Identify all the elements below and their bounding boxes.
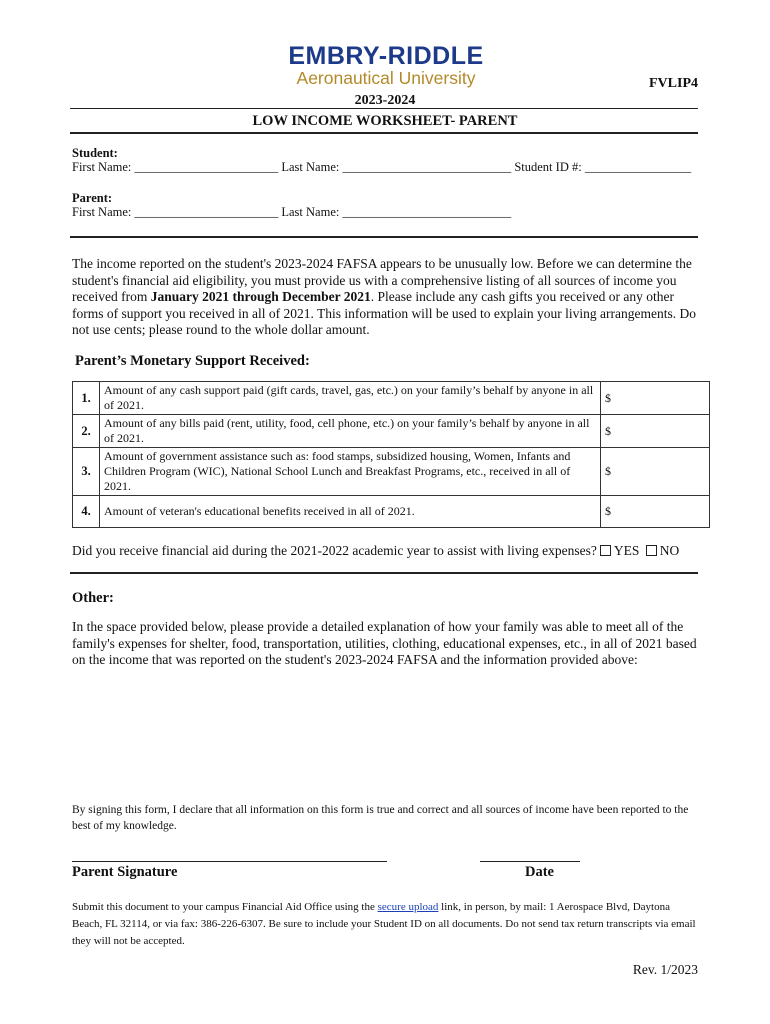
row-number: 3. xyxy=(73,448,100,496)
amount-field[interactable]: $ xyxy=(601,496,710,528)
logo-subtitle: Aeronautical University xyxy=(296,68,476,88)
row-description: Amount of any cash support paid (gift cards, travel, gas, etc.) on your family’s behalf by anyone in all of 2021. xyxy=(100,382,601,415)
no-checkbox[interactable] xyxy=(646,545,657,556)
header-rule xyxy=(70,108,698,109)
student-heading: Student: xyxy=(72,146,118,160)
table-row xyxy=(73,496,710,528)
parent-heading: Parent: xyxy=(72,191,113,205)
amount-field[interactable]: $ xyxy=(601,448,710,496)
title-rule xyxy=(70,132,698,134)
amount-field[interactable]: $ xyxy=(601,382,710,415)
aid-question: Did you receive financial aid during the 2021-2022 academic year to assist with living expenses? YES NO xyxy=(72,543,680,558)
amount-field[interactable]: $ xyxy=(601,415,710,448)
no-label: NO xyxy=(659,543,680,558)
table-row xyxy=(73,448,710,496)
row-description: Amount of government assistance such as: food stamps, subsidized housing, Women, Infants and Children Program (WIC), National School Lunch and Breakfast Programs, etc., received in all of 2021. xyxy=(100,448,601,496)
yes-label: YES xyxy=(613,543,640,558)
date-line[interactable] xyxy=(480,861,580,862)
secure-upload-link[interactable]: secure upload xyxy=(377,901,439,913)
support-heading: Parent’s Monetary Support Received: xyxy=(75,353,310,369)
logo-title: EMBRY-RIDDLE xyxy=(288,42,484,70)
row-number: 2. xyxy=(73,415,100,448)
award-year: 2023-2024 xyxy=(354,93,416,108)
support-table xyxy=(72,381,710,528)
table-row xyxy=(73,415,710,448)
parent-signature-label: Parent Signature xyxy=(72,864,178,880)
date-label: Date xyxy=(525,864,554,880)
revision-label: Rev. 1/2023 xyxy=(632,962,698,977)
submit-instructions: Submit this document to your campus Financial Aid Office using the secure upload link, in person, by mail: 1 Aerospace Blvd, Daytona Beach, FL 32114, or via fax: 386-226-6307. Be sure to include your Student ID on all documents. Do not send tax return transcripts via email they will not be accepted. xyxy=(72,901,696,947)
other-instructions: In the space provided below, please provide a detailed explanation of how your family was able to meet all of the family's expenses for shelter, food, transportation, utilities, clothing, educational expenses, etc., in all of 2021 based on the income that was reported on the student's 2023-2024 FAFSA and the information provided above: xyxy=(72,619,697,667)
table-row xyxy=(73,382,710,415)
row-number: 4. xyxy=(73,496,100,528)
declaration-text: By signing this form, I declare that all information on this form is true and correct and all sources of income have been reported to the best of my knowledge. xyxy=(72,804,689,832)
intro-paragraph: The income reported on the student's 2023-2024 FAFSA appears to be unusually low. Before we can determine the student's financial aid eligibility, you must provide us with a comprehensive listing of all sources of income you received from January 2021 through December 2021. Please include any cash gifts you received or any other forms of support you received in all of 2021. This information will be used to explain your living arrangements. Do not use cents; please round to the whole dollar amount. xyxy=(72,256,696,337)
row-number: 1. xyxy=(73,382,100,415)
yes-checkbox[interactable] xyxy=(600,545,611,556)
row-description: Amount of veteran's educational benefits received in all of 2021. xyxy=(100,496,601,528)
section-rule xyxy=(70,236,698,238)
student-name-fields[interactable]: First Name: _______________________ Last Name: ___________________________ Student ID #: _________________ xyxy=(72,160,692,174)
date-range: January 2021 through December 2021 xyxy=(150,289,371,304)
parent-signature-line[interactable] xyxy=(72,861,387,862)
parent-name-fields[interactable]: First Name: _______________________ Last Name: ___________________________ xyxy=(72,205,512,219)
explanation-area[interactable] xyxy=(72,690,700,790)
other-heading: Other: xyxy=(72,590,114,606)
page-title: LOW INCOME WORKSHEET- PARENT xyxy=(252,113,518,129)
form-code: FVLIP4 xyxy=(649,76,698,91)
row-description: Amount of any bills paid (rent, utility, food, cell phone, etc.) on your family’s behalf by anyone in all of 2021. xyxy=(100,415,601,448)
other-rule xyxy=(70,572,698,574)
